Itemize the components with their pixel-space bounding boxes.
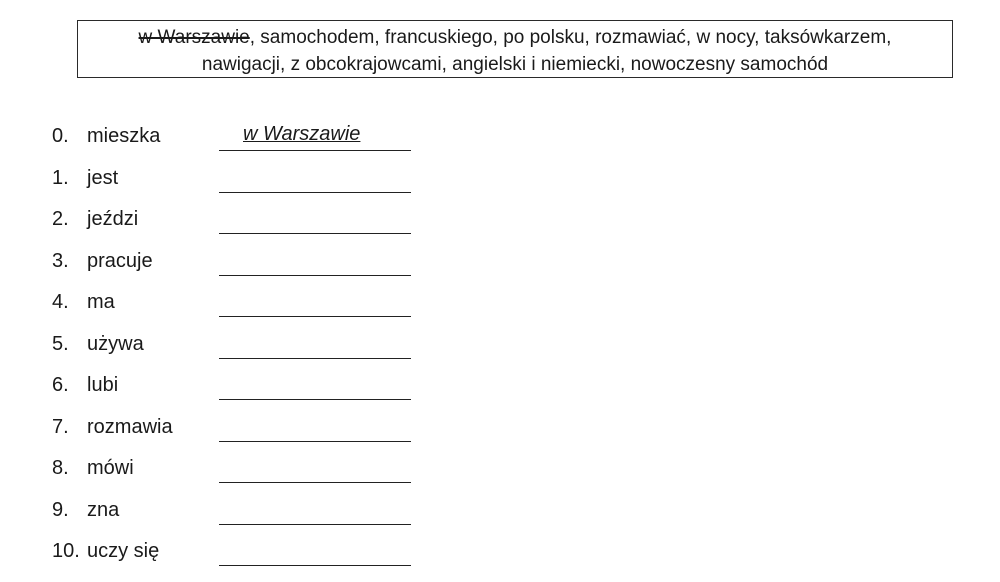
answer-text: w Warszawie <box>243 123 361 145</box>
item-number: 1. <box>52 166 69 189</box>
item-verb: lubi <box>87 374 119 396</box>
item-verb: mieszka <box>87 125 161 147</box>
item-verb: ma <box>87 291 115 313</box>
answer-blank[interactable] <box>219 287 411 317</box>
exercise-row <box>0 412 1000 442</box>
item-number: 7. <box>52 415 69 438</box>
answer-blank[interactable] <box>219 204 411 234</box>
answer-blank[interactable] <box>219 329 411 359</box>
item-verb: rozmawia <box>87 415 173 438</box>
exercise-row <box>0 370 1000 400</box>
item-verb: uczy się <box>87 540 160 562</box>
item-number: 3. <box>52 249 69 272</box>
exercise-row <box>0 204 1000 234</box>
exercise-row <box>0 453 1000 483</box>
exercise-row <box>0 163 1000 193</box>
word-bank-line-2: nawigacji, z obcokrajowcami, angielski i niemiecki, nowoczesny samochód <box>201 54 829 75</box>
item-verb: zna <box>87 498 120 521</box>
item-number: 10. <box>52 540 80 562</box>
item-verb: używa <box>87 332 144 355</box>
item-number: 6. <box>52 374 69 396</box>
item-number: 2. <box>52 208 69 230</box>
answer-blank[interactable] <box>219 453 411 483</box>
item-verb: pracuje <box>87 249 153 272</box>
exercise-row <box>0 536 1000 566</box>
item-number: 5. <box>52 332 69 355</box>
answer-blank[interactable] <box>219 121 411 151</box>
item-number: 4. <box>52 291 69 313</box>
exercise-row <box>0 246 1000 276</box>
answer-blank[interactable] <box>219 495 411 525</box>
answer-blank[interactable] <box>219 536 411 566</box>
answer-blank[interactable] <box>219 246 411 276</box>
exercise-row <box>0 287 1000 317</box>
struck-word: w Warszawie <box>138 27 250 48</box>
item-number: 9. <box>52 498 69 521</box>
exercise-row <box>0 495 1000 525</box>
answer-blank[interactable] <box>219 412 411 442</box>
item-number: 8. <box>52 457 69 479</box>
item-number: 0. <box>52 125 69 147</box>
word-bank-line-1-rest: , samochodem, francuskiego, po polsku, rozmawiać, w nocy, taksówkarzem, <box>249 27 892 48</box>
item-verb: jeździ <box>87 208 139 230</box>
answer-blank[interactable] <box>219 163 411 193</box>
item-verb: jest <box>87 166 119 189</box>
exercise-row <box>0 121 1000 151</box>
exercise-row <box>0 329 1000 359</box>
answer-blank[interactable] <box>219 370 411 400</box>
item-verb: mówi <box>87 457 134 479</box>
